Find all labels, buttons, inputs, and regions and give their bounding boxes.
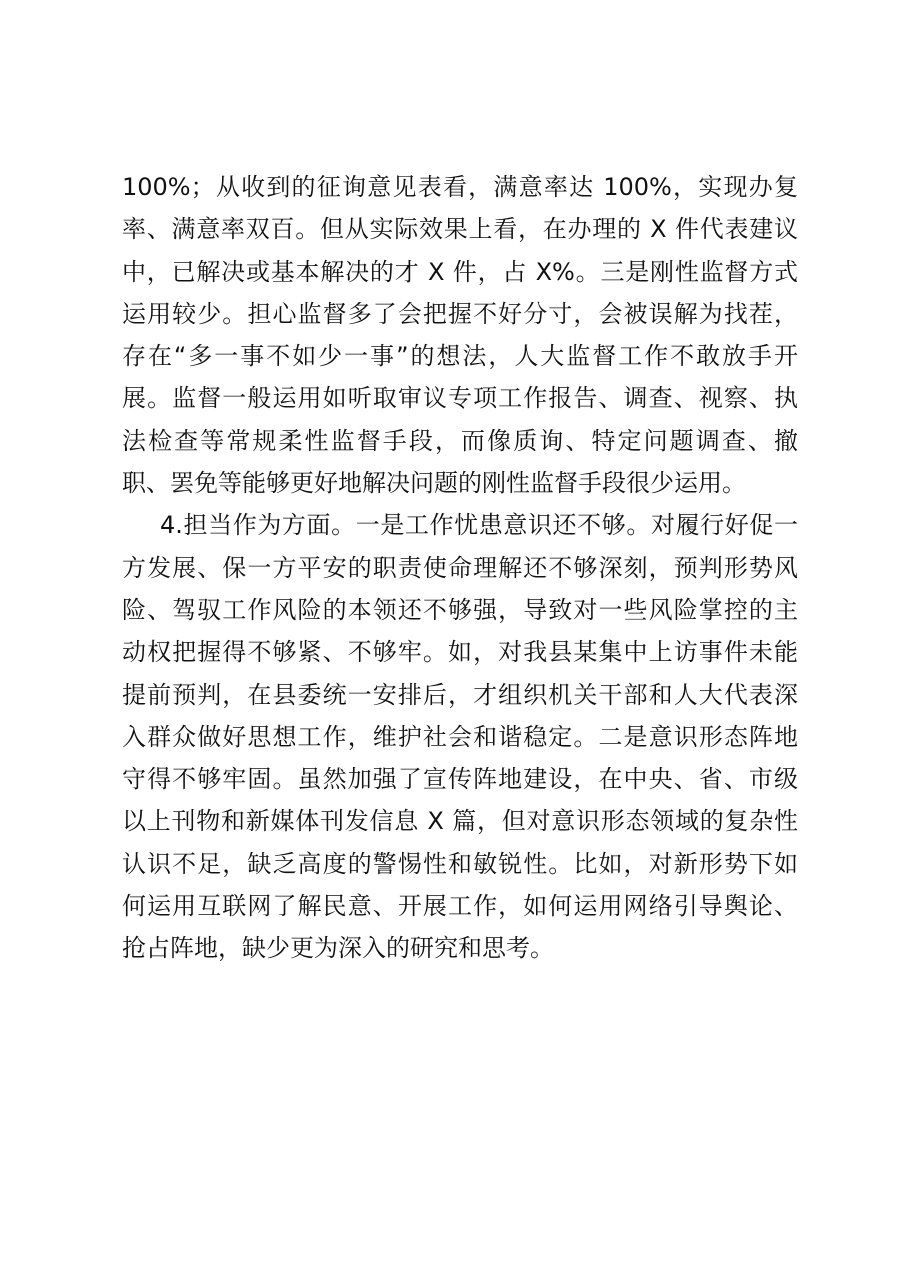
document-body [122, 166, 812, 970]
text-line: 守得不够牢固。虽然加强了宣传阵地建设，在中央、省、市级 [122, 765, 798, 794]
text-line: 方发展、保一方平安的职责使命理解还不够深刻，预判形势风 [122, 553, 798, 582]
text-line: 法检查等常规柔性监督手段，而像质询、特定问题调查、撤 [122, 426, 798, 455]
text-line: 中，已解决或基本解决的才 X 件，占 X%。三是刚性监督方式 [122, 257, 798, 286]
text-line: 险、驾驭工作风险的本领还不够强，导致对一些风险掌控的主 [122, 595, 798, 624]
text-line: 入群众做好思想工作，维护社会和谐稳定。二是意识形态阵地 [122, 722, 798, 751]
text-line: 运用较少。担心监督多了会把握不好分寸，会被误解为找茬， [122, 299, 798, 328]
text-line: 何运用互联网了解民意、开展工作，如何运用网络引导舆论、 [122, 892, 798, 921]
text-line: 100%；从收到的征询意见表看，满意率达 100%，实现办复 [122, 173, 798, 201]
paragraph-2 [122, 504, 812, 969]
text-line: 以上刊物和新媒体刊发信息 X 篇，但对意识形态领域的复杂性 [122, 807, 798, 836]
text-line: 抢占阵地，缺少更为深入的研究和思考。 [122, 934, 554, 963]
text-line: 职、罢免等能够更好地解决问题的刚性监督手段很少运用。 [122, 469, 746, 498]
text-line: 存在“多一事不如少一事”的想法，人大监督工作不敢放手开 [122, 342, 798, 371]
text-line: 率、满意率双百。但从实际效果上看，在办理的 X 件代表建议 [122, 215, 798, 244]
text-line: 认识不足，缺乏高度的警惕性和敏锐性。比如，对新形势下如 [122, 849, 798, 878]
text-line: 动权把握得不够紧、不够牢。如，对我县某集中上访事件未能 [122, 638, 798, 667]
paragraph-1 [122, 166, 812, 504]
text-line: 展。监督一般运用如听取审议专项工作报告、调查、视察、执 [122, 384, 798, 413]
text-line: 提前预判，在县委统一安排后，才组织机关干部和人大代表深 [122, 680, 798, 709]
text-line: 4.担当作为方面。一是工作忧患意识还不够。对履行好促一 [160, 511, 798, 540]
